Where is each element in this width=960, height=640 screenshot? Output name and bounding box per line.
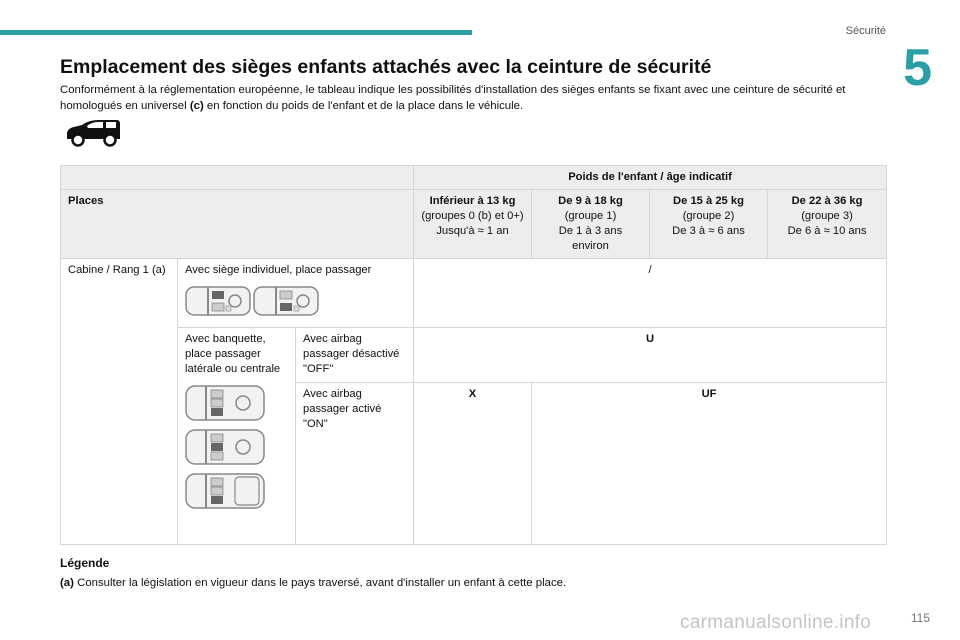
column-header-cell [650, 190, 768, 259]
seat-layout-icon [253, 286, 319, 316]
intro-ref: (c) [189, 100, 204, 112]
watermark: carmanualsonline.info [680, 612, 872, 633]
page-number: 115 [910, 611, 930, 625]
seat-layout-icon [185, 286, 251, 316]
section-name: Sécurité [845, 25, 886, 37]
column-header-row [61, 190, 887, 259]
legend-key: (a) [60, 577, 74, 589]
row-place-label: Cabine / Rang 1 (a) [61, 259, 178, 545]
bench-label: Avec banquette, place passager latérale ou centrale [185, 333, 281, 375]
column-header-cell [768, 190, 887, 259]
legend-item [60, 577, 566, 589]
column-age: De 6 à ≈ 10 ans [787, 225, 867, 237]
chapter-number: 5 [903, 39, 932, 97]
seat-layout-icon [185, 385, 265, 421]
single-seat-value: / [414, 259, 887, 328]
bench-cell [178, 328, 296, 545]
legend-title: Légende [60, 556, 110, 570]
section-color-bar [0, 30, 472, 35]
van-icon [64, 119, 122, 147]
airbag-off-value: U [414, 328, 887, 383]
column-title: De 22 à 36 kg [791, 195, 863, 207]
column-header-cell [532, 190, 650, 259]
column-header-cell [414, 190, 532, 259]
column-title: Inférieur à 13 kg [429, 195, 516, 207]
intro-text-2: en fonction du poids de l'enfant et de la place dans le véhicule. [203, 100, 524, 112]
legend-text: Consulter la législation en vigueur dans le pays traversé, avant d'installer un enfant à cette place. [73, 577, 567, 589]
column-group: (groupe 3) [801, 210, 853, 222]
weight-header: Poids de l'enfant / âge indicatif [414, 166, 887, 190]
airbag-on-value-group0: X [414, 383, 532, 545]
seat-layout-icon [185, 429, 265, 465]
intro-paragraph [60, 82, 890, 114]
single-seat-cell [178, 259, 414, 328]
airbag-on-value-others: UF [532, 383, 887, 545]
airbag-off-row [61, 328, 887, 383]
column-group: (groupes 0 (b) et 0+) [421, 210, 524, 222]
column-group: (groupe 2) [682, 210, 735, 222]
empty-header-cell [61, 166, 414, 190]
airbag-off-label: Avec airbag passager désactivé "OFF" [296, 328, 414, 383]
weight-header-row [61, 166, 887, 190]
column-age: De 3 à ≈ 6 ans [672, 225, 745, 237]
intro-text-1: Conformément à la réglementation européenne, le tableau indique les possibilités d'installation des sièges enfants se fixant avec une ceinture de sécurité et homologués en universel [60, 84, 846, 112]
column-group: (groupe 1) [564, 210, 617, 222]
column-age: Jusqu'à ≈ 1 an [436, 225, 509, 237]
column-title: De 9 à 18 kg [558, 195, 623, 207]
bench-seat-icons [185, 385, 288, 509]
column-title: De 15 à 25 kg [673, 195, 744, 207]
single-seat-label: Avec siège individuel, place passager [185, 264, 372, 276]
seat-layout-icons [185, 278, 406, 316]
column-age: De 1 à 3 ans environ [558, 225, 623, 252]
single-seat-row [61, 259, 887, 328]
places-header: Places [61, 190, 414, 259]
airbag-on-label: Avec airbag passager activé "ON" [296, 383, 414, 545]
seat-layout-icon [185, 473, 265, 509]
child-seat-table [60, 165, 887, 545]
page-title: Emplacement des sièges enfants attachés avec la ceinture de sécurité [60, 56, 712, 78]
